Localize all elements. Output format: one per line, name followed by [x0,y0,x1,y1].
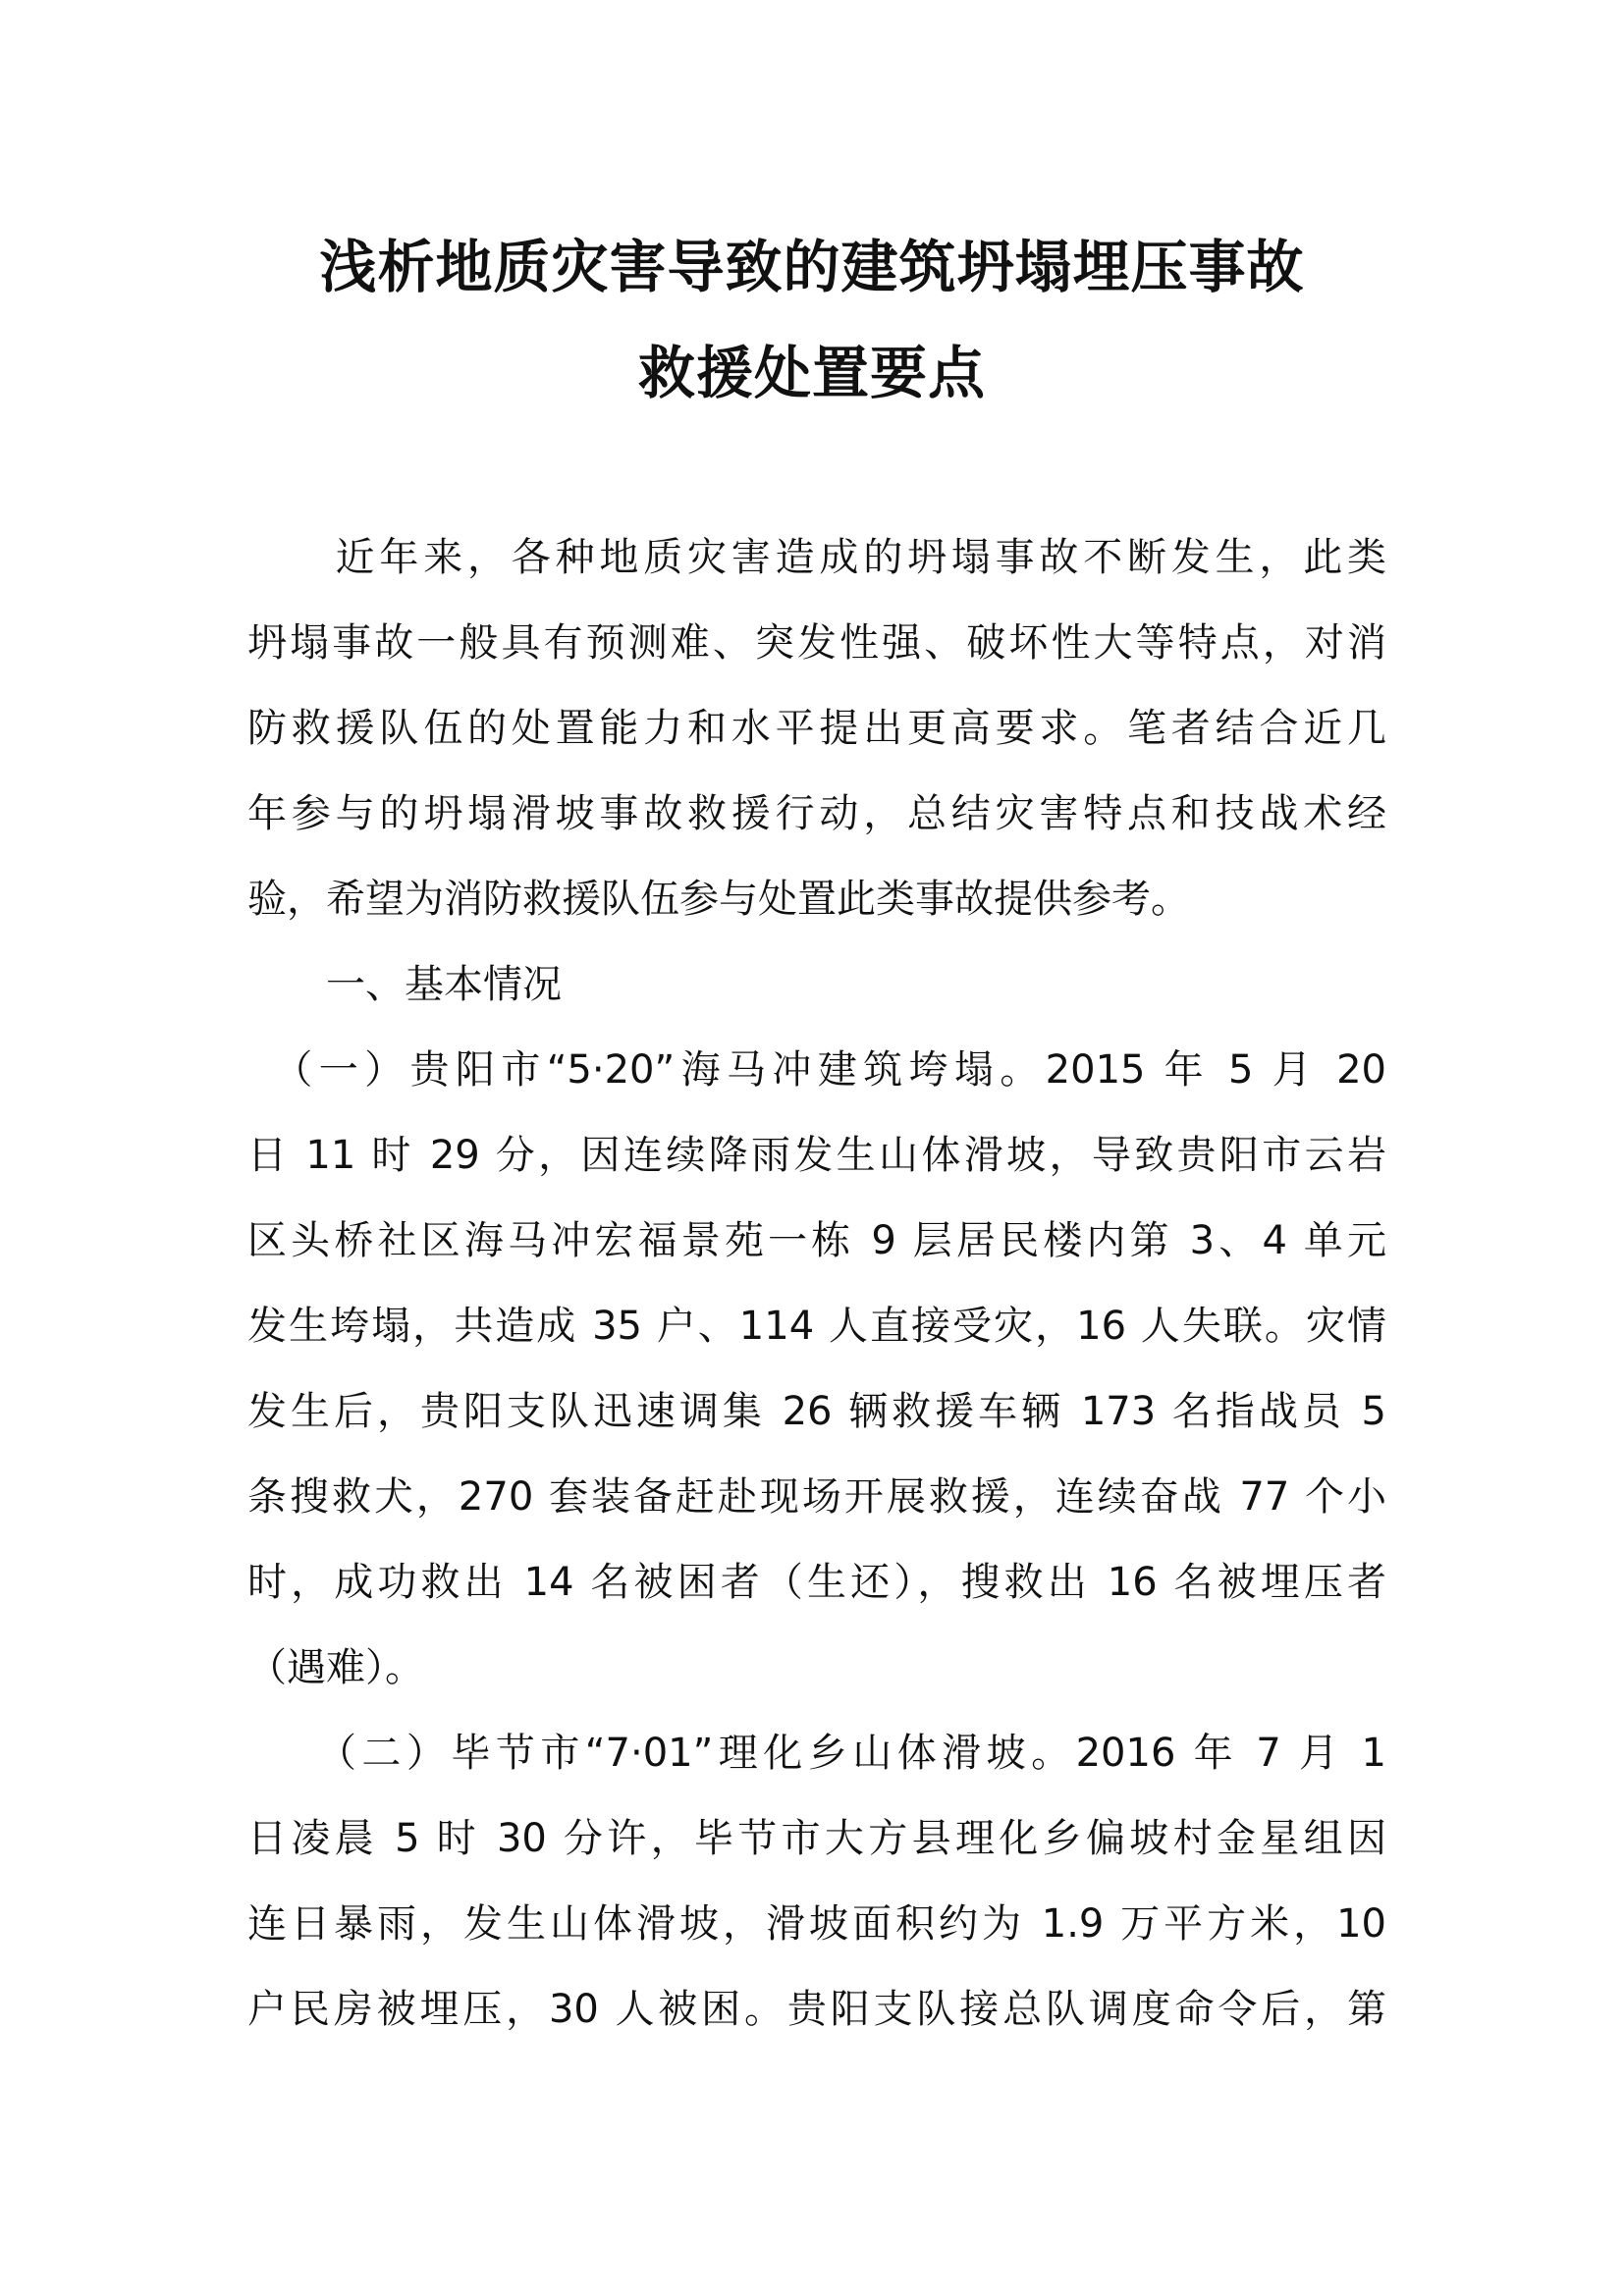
body-line-2: 坍塌事故一般具有预测难、突发性强、破坏性大等特点，对消 [247,620,1386,666]
body-line-13: 时，成功救出 14 名被困者（生还），搜救出 16 名被埋压者 [247,1560,1386,1605]
body-line-3: 防救援队伍的处置能力和水平提出更高要求。笔者结合近几 [247,706,1386,751]
body-line-9: 区头桥社区海马冲宏福景苑一栋 9 层居民楼内第 3、4 单元 [247,1218,1386,1263]
title-line-1: 浅析地质灾害导致的建筑坍塌埋压事故 [319,234,1305,300]
document-body [247,515,1386,2053]
title-line-2: 救援处置要点 [637,340,986,406]
body-line-16: 日凌晨 5 时 30 分许，毕节市大方县理化乡偏坡村金星组因 [247,1816,1386,1861]
section-heading-basic-situation: 一、基本情况 [247,962,562,1007]
body-line-17: 连日暴雨，发生山体滑坡，滑坡面积约为 1.9 万平方米，10 [247,1901,1386,1947]
body-line-8: 日 11 时 29 分，因连续降雨发生山体滑坡，导致贵阳市云岩 [247,1133,1386,1178]
body-line-7: （一）贵阳市“5·20”海马冲建筑垮塌。2015 年 5 月 20 [247,1047,1386,1093]
body-line-18: 户民房被埋压，30 人被困。贵阳支队接总队调度命令后，第 [247,1987,1386,2032]
body-line-4: 年参与的坍塌滑坡事故救援行动，总结灾害特点和技战术经 [247,791,1386,836]
body-line-1: 近年来，各种地质灾害造成的坍塌事故不断发生，此类 [247,535,1386,580]
body-line-14: （遇难）。 [247,1645,424,1690]
body-line-11: 发生后，贵阳支队迅速调集 26 辆救援车辆 173 名指战员 5 [247,1389,1386,1434]
body-line-12: 条搜救犬，270 套装备赶赴现场开展救援，连续奋战 77 个小 [247,1474,1386,1520]
body-line-10: 发生垮塌，共造成 35 户、114 人直接受灾，16 人失联。灾情 [247,1304,1386,1349]
document-title [245,214,1379,426]
body-line-15: （二）毕节市“7·01”理化乡山体滑坡。2016 年 7 月 1 [247,1731,1386,1776]
body-line-5: 验，希望为消防救援队伍参与处置此类事故提供参考。 [247,877,1190,922]
